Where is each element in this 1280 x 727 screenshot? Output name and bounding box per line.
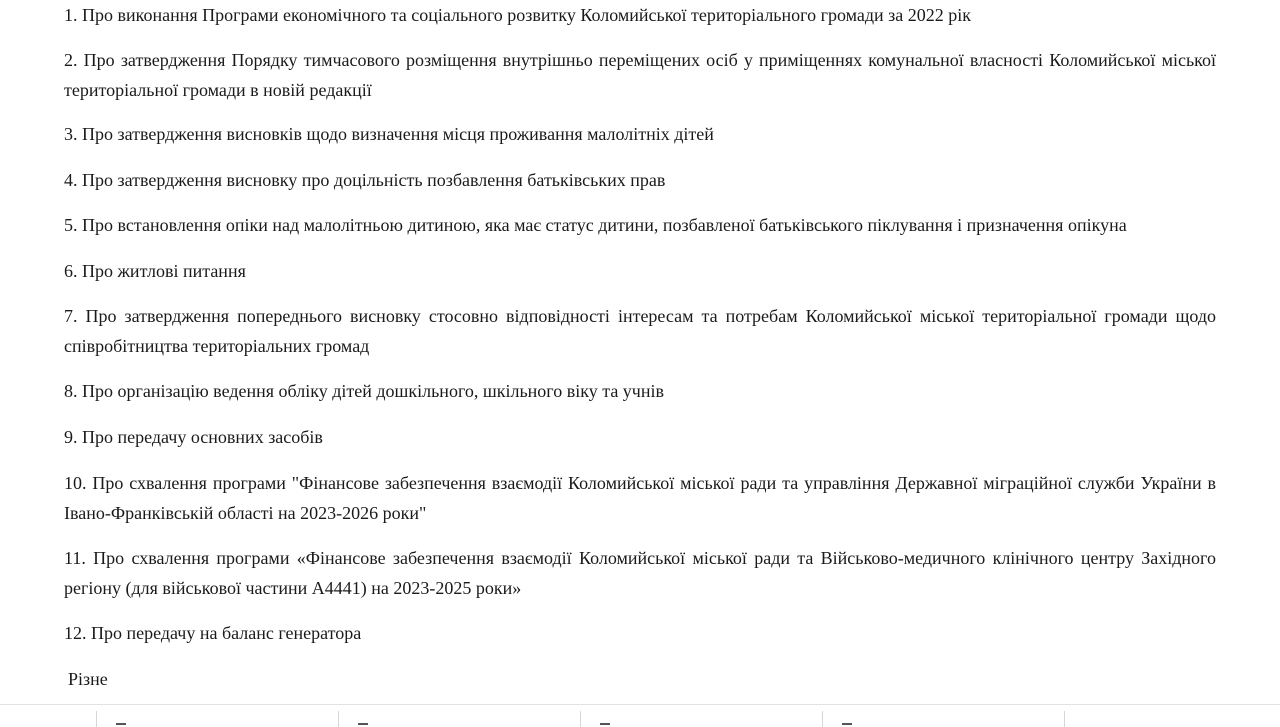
footer-divider [96, 711, 97, 727]
agenda-item-9: 9. Про передачу основних засобів [64, 427, 323, 447]
agenda-item-5: 5. Про встановлення опіки над малолітньою дитиною, яка має статус дитини, позбавленої батьківського піклування і призначення опікуна [64, 215, 1127, 235]
agenda-item-2: 2. Про затвердження Порядку тимчасового розміщення внутрішньо переміщених осіб у приміщеннях комунальної власності Коломийської міської територіальної громади в новій редакції [64, 50, 1216, 100]
agenda-item-8: 8. Про організацію ведення обліку дітей дошкільного, шкільного віку та учнів [64, 381, 664, 401]
agenda-item-3: 3. Про затвердження висновків щодо визначення місця проживання малолітніх дітей [64, 124, 714, 144]
agenda-item-11: 11. Про схвалення програми «Фінансове забезпечення взаємодії Коломийської міської ради та Військово-медичного клінічного центру Західного регіону (для військової частини А4441) на 2023-2025 роки» [64, 548, 1216, 598]
agenda-item-12: 12. Про передачу на баланс генератора [64, 623, 362, 643]
agenda-item-4: 4. Про затвердження висновку про доцільність позбавлення батьківських прав [64, 170, 666, 190]
footer-bar [0, 704, 1280, 727]
footer-divider [822, 711, 823, 727]
footer-tab-marker[interactable] [358, 723, 368, 727]
footer-divider [338, 711, 339, 727]
footer-divider [1064, 711, 1065, 727]
agenda-item-6: 6. Про житлові питання [64, 261, 246, 281]
agenda-item-10: 10. Про схвалення програми "Фінансове забезпечення взаємодії Коломийської міської ради та управління Державної міграційної служби України в Івано-Франківській області на 2023-2026 роки" [64, 473, 1216, 523]
agenda-item-1: 1. Про виконання Програми економічного та соціального розвитку Коломийської територіального громади за 2022 рік [64, 5, 972, 25]
footer-tab-marker[interactable] [600, 723, 610, 727]
agenda-item-7: 7. Про затвердження попереднього висновку стосовно відповідності інтересам та потребам Коломийської міської територіальної громади щодо співробітництва територіальних громад [64, 306, 1216, 356]
footer-divider [580, 711, 581, 727]
footer-tab-marker[interactable] [842, 723, 852, 727]
agenda-item-misc: Різне [68, 669, 108, 689]
footer-tab-marker[interactable] [116, 723, 126, 727]
